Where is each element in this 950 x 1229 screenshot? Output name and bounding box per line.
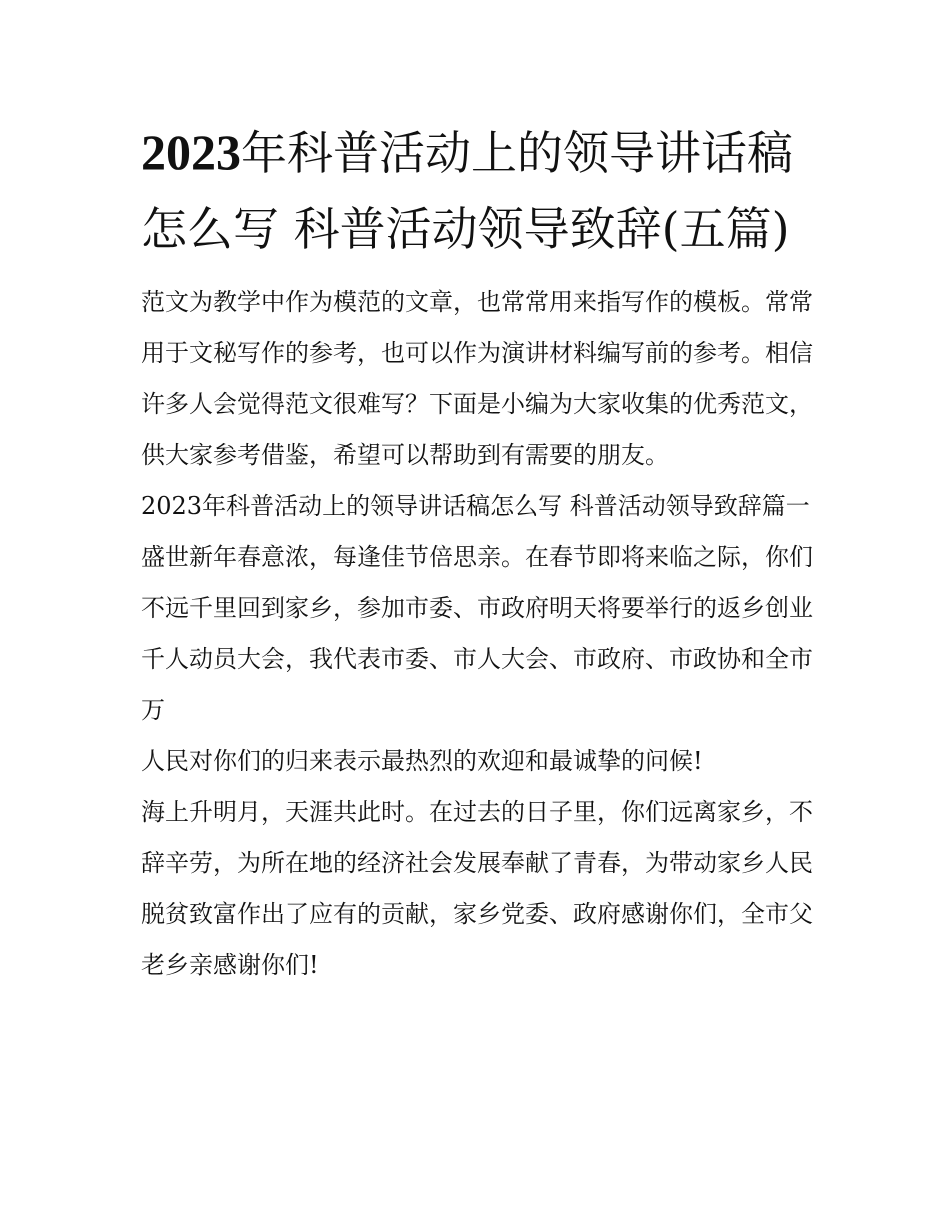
title-text: 年科普活动上的领导讲话稿怎么写 科普活动领导致辞(五篇) bbox=[141, 126, 793, 256]
intro-paragraph: 范文为教学中作为模范的文章，也常常用来指写作的模板。常常用于文秘写作的参考，也可以作为演讲材料编写前的参考。相信许多人会觉得范文很难写？下面是小编为大家收集的优秀范文，供大家参考借鉴，希望可以帮助到有需要的朋友。 bbox=[141, 288, 813, 469]
body-paragraph-1: 盛世新年春意浓，每逢佳节倍思亲。在春节即将来临之际，你们不远千里回到家乡，参加市委、市政府明天将要举行的返乡创业千人动员大会，我代表市委、市人大会、市政府、市政协和全市万 bbox=[141, 543, 813, 724]
document-title bbox=[141, 114, 813, 267]
body-paragraph-3: 海上升明月，天涯共此时。在过去的日子里，你们远离家乡，不辞辛劳，为所在地的经济社会发展奉献了青春，为带动家乡人民脱贫致富作出了应有的贡献，家乡党委、政府感谢你们，全市父老乡亲感谢你们! bbox=[141, 798, 813, 979]
document-page bbox=[141, 114, 813, 991]
body-paragraph-2: 人民对你们的归来表示最热烈的欢迎和最诚挚的问候! bbox=[141, 747, 703, 775]
section-heading: 2023年科普活动上的领导讲话稿怎么写 科普活动领导致辞篇一 bbox=[141, 492, 810, 520]
title-year: 2023 bbox=[141, 124, 241, 180]
